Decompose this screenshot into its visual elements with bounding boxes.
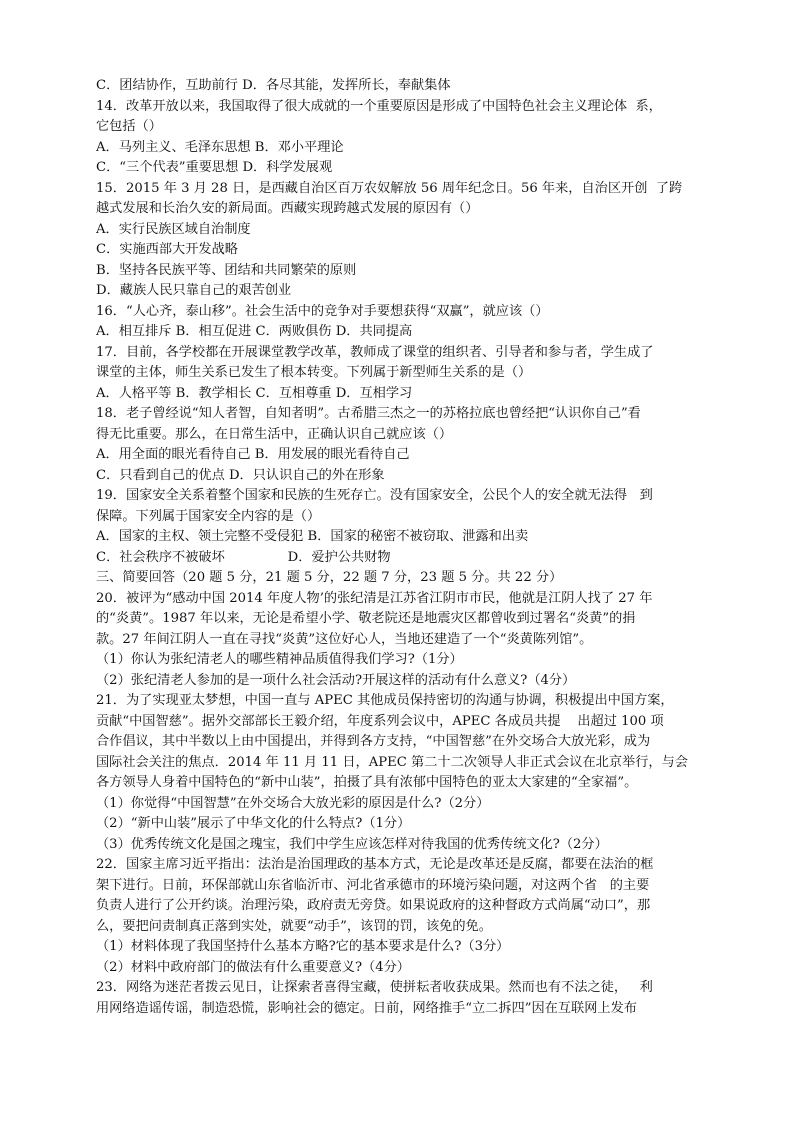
text-line: 款。27 年间江阴人一直在寻找“炎黄”这位好心人，当地还建造了一个“炎黄陈列馆”。: [96, 631, 593, 647]
text-line: 的“炎黄”。1987 年以来，无论是希望小学、敬老院还是地震灾区都曾收到过署名“炎黄”的捐: [96, 611, 636, 626]
question-23-stem: 23．网络为迷茫者拨云见日，让探索者喜得宝藏，使拼耘者收获成果。然而也有不法之徒， 利: [96, 980, 653, 995]
text-line: 架下进行。日前，环保部就山东省临沂市、河北省承德市的环境污染问题，对这两个省 的主要: [96, 877, 650, 893]
option-line: A．用全面的眼光看待自己 B．用发展的眼光看待自己: [96, 447, 410, 462]
text-line: 用网络造谣传谣，制造恐慌，影响社会的德定。日前，网络推手“立二拆四”因在互联网上发布: [96, 1000, 637, 1016]
text-line: 得无比重要。那么，在日常生活中，正确认识自己就应该（）: [96, 426, 453, 442]
text-line: 它包括（）: [96, 119, 162, 134]
option-line: A．国家的主权、领土完整不受侵犯 B．国家的秘密不被窃取、泄露和出卖: [96, 529, 529, 544]
question-19-stem: 19．国家安全关系着整个国家和民族的生死存亡。没有国家安全，公民个人的安全就无法得 到: [96, 488, 653, 503]
question-20-stem: 20．被评为“感动中国 2014 年度人物’的张纪清是江苏省江阴市市民，他就是江阴人找了 27 年: [96, 590, 653, 606]
sub-question: （1）你认为张纪清老人的哪些精神品质值得我们学习?（1分）: [96, 652, 463, 667]
option-line: A．人格平等 B．教学相长 C．互相尊重 D．互相学习: [96, 385, 413, 401]
text-line: 各方领导人身着中国特色的“新中山装”，拍摄了具有浓郁中国特色的亚太大家建的“全家福”。: [96, 775, 638, 790]
question-17-stem: 17．目前，各学校都在开展课堂教学改革，教师成了课堂的组织者、引导者和参与者，学生成了: [96, 344, 654, 360]
sub-question: （1）材料体现了我国坚持什么基本方略?它的基本要求是什么?（3分）: [96, 939, 510, 954]
text-line: 合作倡议，其中半数以上由中国提出，并得到各方支持，“中国智慈”在外交场合大放光彩，成为: [96, 734, 651, 749]
section-heading: 三、简要回答（20 题 5 分，21 题 5 分，22 题 7 分，23 题 5 分。共 22 分）: [96, 570, 563, 585]
option-line: C．社会秩序不被破坏 D．爱护公共财物: [96, 549, 391, 565]
text-line: C．团结协作，互助前行 D．各尽其能，发挥所长，奉献集体: [96, 78, 451, 93]
option-line: A．相互排斥 B．相互促进 C．两败俱伤 D．共同提高: [96, 324, 413, 339]
option-line: C．“三个代表”重要思想 D．科学发展观: [96, 160, 333, 175]
sub-question: （2）张纪清老人参加的是一项什么社会活动?开展这样的活动有什么意义?（4分）: [96, 672, 576, 688]
question-22-stem: 22．国家主席习近平指出：法治是治国理政的基本方式，无论是改革还是反腐，都要在法治的框: [96, 857, 654, 872]
question-15-stem: 15．2015 年 3 月 28 日，是西藏自治区百万农奴解放 56 周年纪念日。56 年来，自治区开创 了跨: [96, 180, 683, 196]
option-line: C．实施西部大开发战略: [96, 242, 238, 257]
option-line: D．藏族人民只靠自己的艰苦创业: [96, 283, 292, 298]
sub-question: （2）材料中政府部门的做法有什么重要意义?（4分）: [96, 959, 410, 975]
question-16-stem: 16．“人心齐，泰山移”。社会生活中的竞争对手要想获得“双赢”，就应该（）: [96, 303, 549, 319]
question-18-stem: 18．老子曾经说“知人者智，自知者明”。古希腊三杰之一的苏格拉底也曾经把“认识你自己”看: [96, 406, 641, 421]
question-14-stem: 14．改革开放以来，我国取得了很大成就的一个重要原因是形成了中国特色社会主义理论体 系，: [96, 98, 662, 114]
option-line: A．马列主义、毛泽东思想 B．邓小平理论: [96, 139, 344, 155]
text-line: 负责人进行了公开约谈。治理污染，政府责无旁贷。如果说政府的这种督政方式尚属“动口”，那: [96, 898, 651, 913]
text-line: 保障。下列属于国家安全内容的是（）: [96, 508, 321, 524]
document-page: [96, 76, 706, 1019]
sub-question: （2）“新中山装”展示了中华文化的什么特点?（1分）: [96, 816, 411, 831]
text-line: 课堂的主体，师生关系已发生了根本转变。下列属于新型师生关系的是（）: [96, 365, 532, 380]
option-line: A．实行民族区域自治制度: [96, 221, 251, 237]
text-line: 贡献“中国智慈”。据外交部部长王毅介绍，年度系列会议中，APEC 各成员共提 出超过 100 项: [96, 713, 664, 729]
option-line: B．坚持各民族平等、团结和共同繁荣的原则: [96, 262, 357, 278]
text-line: 国际社会关注的焦点．2014 年 11 月 11 日，APEC 第二十二次领导人非正式会议在北京举行，与会: [96, 754, 688, 770]
text-line: 越式发展和长治久安的新局面。西藏实现跨越式发展的原因有（）: [96, 201, 479, 216]
sub-question: （1）你觉得“中国智慧”在外交场合大放光彩的原因是什么?（2分）: [96, 795, 490, 811]
question-21-stem: 21．为了实现亚太梦想，中国一直与 APEC 其他成员保持密切的沟通与协调，积极提出中国方案，: [96, 693, 674, 708]
sub-question: （3）优秀传统文化是国之瑰宝，我们中学生应该怎样对待我国的优秀传统文化?（2分）: [96, 836, 608, 852]
text-line: 么，要把问责制真正落到实处，就要“动手”，该罚的罚，该免的免。: [96, 918, 492, 934]
option-line: C．只看到自己的优点 D．只认识自己的外在形象: [96, 467, 385, 483]
